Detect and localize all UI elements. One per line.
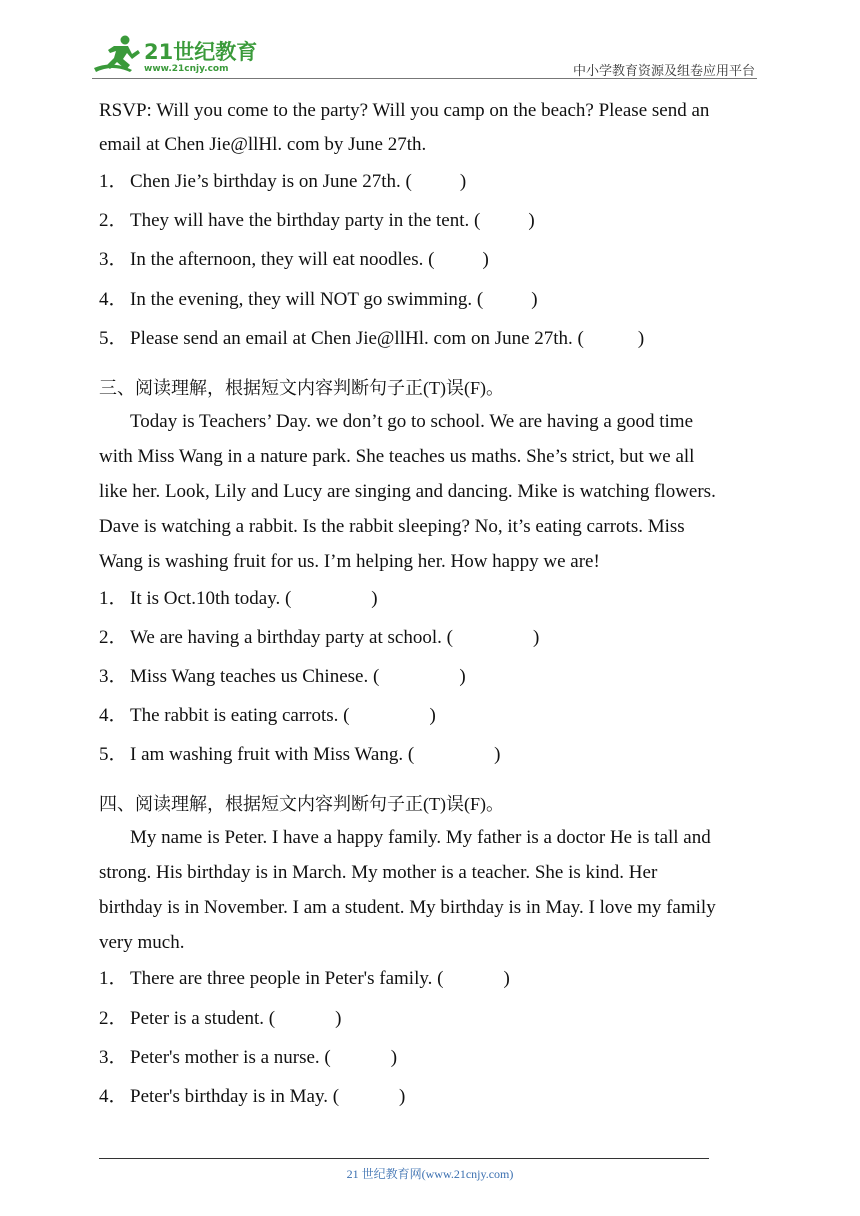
question-text: In the evening, they will NOT go swimming. ( [130, 289, 484, 310]
paren-close: ) [459, 171, 467, 192]
question-item [99, 704, 436, 728]
passage-line: Wang is washing fruit for us. I’m helping her. How happy we are! [99, 551, 600, 572]
question-text: The rabbit is eating carrots. ( [130, 705, 350, 726]
question-text: Please send an email at Chen Jie@llHl. com on June 27th. ( [130, 328, 584, 349]
paren-close: ) [482, 249, 489, 270]
question-text: There are three people in Peter's family. ( [130, 968, 444, 989]
question-number: 1． [99, 968, 128, 989]
question-number: 3． [99, 1047, 128, 1068]
section-4-title: 四、阅读理解，根据短文内容判断句子正(T)误(F)。 [99, 794, 504, 814]
passage-line: birthday is in November. I am a student. My birthday is in May. I love my family [99, 897, 716, 918]
question-item [99, 288, 538, 312]
rsvp-line-1: RSVP: Will you come to the party? Will you camp on the beach? Please send an [99, 100, 710, 121]
runner-icon [94, 36, 140, 73]
paren-close: ) [503, 968, 510, 989]
question-item [99, 209, 535, 233]
question-item [99, 327, 644, 351]
question-number: 5． [99, 328, 128, 349]
question-item [99, 170, 466, 194]
paren-close: ) [532, 627, 540, 648]
question-text: I am washing fruit with Miss Wang. ( [130, 744, 415, 765]
question-text: They will have the birthday party in the tent. ( [130, 210, 481, 231]
paren-close: ) [429, 705, 436, 726]
question-number: 2． [99, 210, 128, 231]
question-text: We are having a birthday party at school. ( [130, 627, 453, 648]
passage-line: Today is Teachers’ Day. we don’t go to school. We are having a good time [130, 411, 694, 432]
section-3-title: 三、阅读理解，根据短文内容判断句子正(T)误(F)。 [99, 378, 504, 398]
passage-line: My name is Peter. I have a happy family. My father is a doctor He is tall and [130, 827, 711, 848]
question-item [99, 1046, 397, 1070]
logo-21cnjy [92, 32, 262, 74]
question-number: 1． [99, 171, 128, 192]
footer-link[interactable]: 21 世纪教育网(www.21cnjy.com) [346, 1167, 514, 1181]
paren-close: ) [528, 210, 535, 231]
passage-line: with Miss Wang in a nature park. She teaches us maths. She’s strict, but we all [99, 446, 695, 467]
passage-line: like her. Look, Lily and Lucy are singing and dancing. Mike is watching flowers. [99, 481, 716, 502]
question-number: 4． [99, 289, 128, 310]
paren-close: ) [371, 588, 378, 609]
question-item [99, 1007, 341, 1031]
question-item [99, 248, 489, 272]
header-divider [92, 78, 757, 79]
question-text: Miss Wang teaches us Chinese. ( [130, 666, 380, 687]
question-item [99, 1085, 405, 1109]
passage-line: very much. [99, 932, 185, 953]
page-header [92, 30, 757, 78]
question-number: 2． [99, 1008, 128, 1029]
paren-close: ) [531, 289, 538, 310]
question-number: 3． [99, 666, 128, 687]
question-number: 4． [99, 1086, 128, 1107]
question-item [99, 665, 466, 689]
question-item [99, 626, 539, 650]
paren-close: ) [494, 744, 501, 765]
passage-line: Dave is watching a rabbit. Is the rabbit sleeping? No, it’s eating carrots. Miss [99, 516, 685, 537]
paren-close: ) [390, 1047, 398, 1068]
logo-sub-text: www.21cnjy.com [144, 64, 229, 74]
question-number: 2． [99, 627, 128, 648]
question-text: Chen Jie’s birthday is on June 27th. ( [130, 171, 412, 192]
paren-close: ) [399, 1086, 406, 1107]
paren-close: ) [335, 1008, 342, 1029]
question-number: 5． [99, 744, 128, 765]
footer-divider [99, 1158, 709, 1159]
rsvp-line-2: email at Chen Jie@llHl. com by June 27th. [99, 134, 427, 155]
question-text: Peter's birthday is in May. ( [130, 1086, 340, 1107]
passage-line: strong. His birthday is in March. My mother is a teacher. She is kind. Her [99, 862, 658, 883]
paren-close: ) [637, 328, 645, 349]
question-number: 4． [99, 705, 128, 726]
question-text: Peter is a student. ( [130, 1008, 276, 1029]
question-item [99, 967, 510, 991]
logo-main-text: 21世纪教育 [144, 40, 258, 64]
platform-label: 中小学教育资源及组卷应用平台 [572, 64, 755, 79]
question-text: Peter's mother is a nurse. ( [130, 1047, 331, 1068]
question-number: 3． [99, 249, 128, 270]
question-number: 1． [99, 588, 128, 609]
question-text: In the afternoon, they will eat noodles. ( [130, 249, 435, 270]
question-item [99, 743, 500, 767]
question-item [99, 587, 378, 611]
paren-close: ) [459, 666, 466, 687]
question-text: It is Oct.10th today. ( [130, 588, 292, 609]
